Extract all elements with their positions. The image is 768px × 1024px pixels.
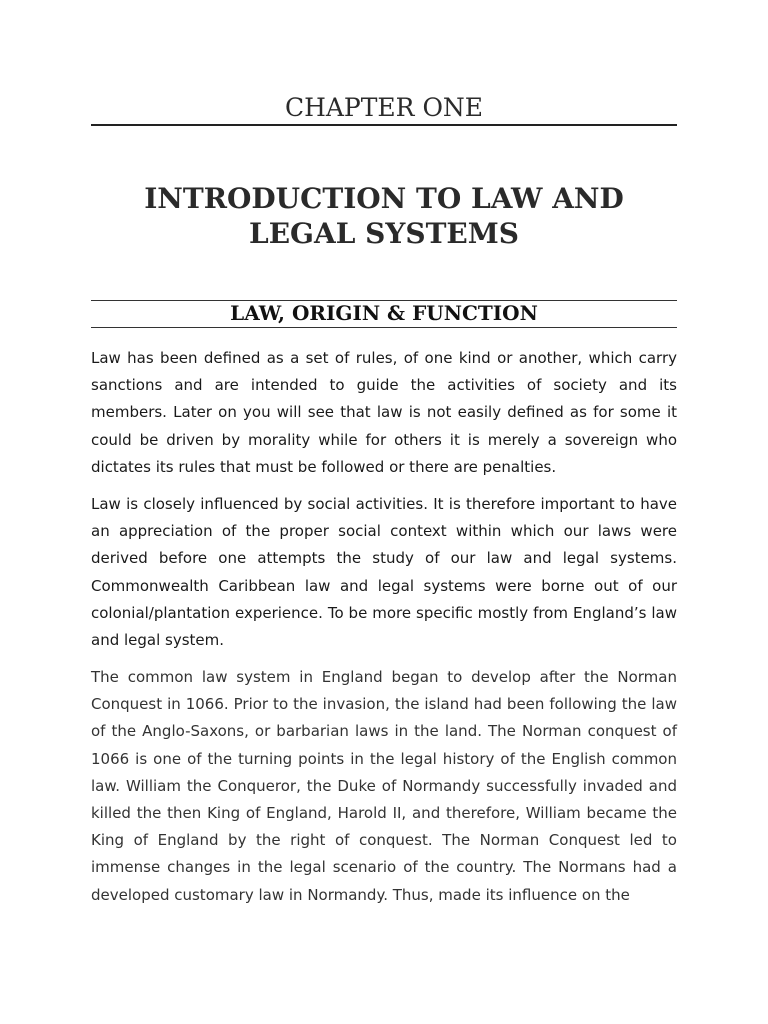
body-paragraph: Law is closely influenced by social activities. It is therefore important to have an appreciation of the proper social context within which our laws were derived before one attempts the study of our law and legal systems. Commonwealth Caribbean law and legal systems were borne out of our colonial/plantation experience. To be more specific mostly from England’s law and legal system. bbox=[91, 495, 677, 650]
chapter-divider bbox=[91, 124, 677, 126]
chapter-title bbox=[91, 181, 677, 251]
body-paragraph: The common law system in England began to develop after the Norman Conquest in 1066. Prior to the invasion, the island had been following the law of the Anglo-Saxons, or barbarian laws in the land. The Norman conquest of 1066 is one of the turning points in the legal history of the English common law. William the Conqueror, the Duke of Normandy successfully invaded and killed the then King of England, Harold II, and therefore, William became the King of England by the right of conquest. The Norman Conquest led to immense changes in the legal scenario of the country. The Normans had a developed customary law in Normandy. Thus, made its influence on the bbox=[91, 668, 677, 904]
chapter-label: CHAPTER ONE bbox=[284, 93, 484, 122]
document-page bbox=[91, 0, 677, 1024]
chapter-title-line-1: INTRODUCTION TO LAW AND bbox=[144, 182, 624, 215]
section-divider-bottom bbox=[91, 327, 677, 328]
chapter-title-line-2: LEGAL SYSTEMS bbox=[249, 217, 519, 250]
section-heading: LAW, ORIGIN & FUNCTION bbox=[230, 301, 538, 325]
body-paragraph: Law has been defined as a set of rules, of one kind or another, which carry sanctions and are intended to guide the activities of society and its members. Later on you will see that law is not easily defined as for some it could be driven by morality while for others it is merely a sovereign who dictates its rules that must be followed or there are penalties. bbox=[91, 349, 677, 476]
